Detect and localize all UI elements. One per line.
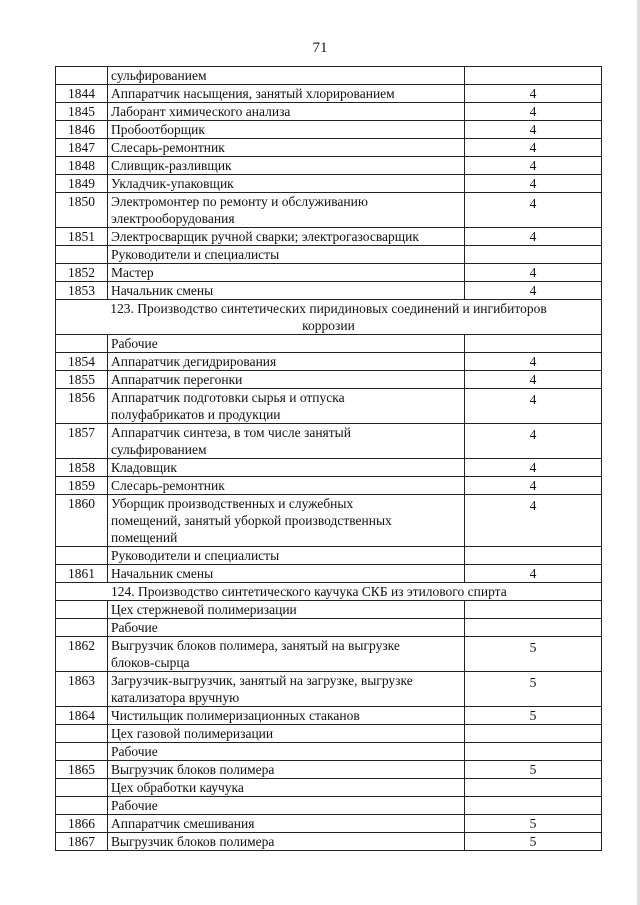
list-value: 5 [465,815,602,833]
profession-name: Чистильщик полимеризационных стаканов [108,707,465,725]
profession-name: сульфированием [108,67,465,85]
row-number: 1858 [56,459,108,477]
profession-name: Начальник смены [108,282,465,300]
list-value: 4 [465,424,602,459]
list-value: 4 [465,228,602,246]
group-heading: Рабочие [108,335,465,353]
table-row [56,833,602,851]
profession-name: Лаборант химического анализа [108,103,465,121]
list-value: 4 [465,193,602,228]
table-row [56,619,602,637]
list-value: 4 [465,459,602,477]
table-row [56,157,602,175]
table-row [56,121,602,139]
profession-name [108,672,465,707]
table-row [56,193,602,228]
table-row [56,371,602,389]
list-value: 5 [465,637,602,672]
list-value: 4 [465,264,602,282]
row-number: 1857 [56,424,108,459]
table-row [56,300,602,335]
table-row [56,85,602,103]
row-number [56,725,108,743]
row-number: 1847 [56,139,108,157]
table-row [56,353,602,371]
group-heading: Цех обработки каучука [108,779,465,797]
section-heading [56,300,602,335]
table-row [56,672,602,707]
name-line: блоков-сырца [111,655,190,670]
list-value [465,797,602,815]
profession-name: Сливщик-разливщик [108,157,465,175]
row-number: 1848 [56,157,108,175]
name-line: электрооборудования [111,211,235,226]
row-number: 1855 [56,371,108,389]
list-value: 4 [465,103,602,121]
row-number: 1849 [56,175,108,193]
table-row [56,779,602,797]
name-line: Аппаратчик синтеза, в том числе занятый [111,425,351,440]
table-row [56,725,602,743]
name-line: катализатора вручную [111,690,240,705]
row-number: 1863 [56,672,108,707]
list-value: 5 [465,672,602,707]
row-number: 1846 [56,121,108,139]
row-number [56,797,108,815]
table-row [56,601,602,619]
table-row [56,565,602,583]
list-value: 4 [465,495,602,547]
row-number [56,743,108,761]
profession-name: Аппаратчик смешивания [108,815,465,833]
table-row [56,103,602,121]
profession-table [55,66,602,851]
page-number: 71 [312,40,328,56]
table-row [56,67,602,85]
table-row [56,459,602,477]
name-line: сульфированием [111,442,207,457]
section-line: коррозии [302,318,355,333]
row-number [56,547,108,565]
profession-name: Укладчик-упаковщик [108,175,465,193]
profession-name: Выгрузчик блоков полимера [108,761,465,779]
list-value: 5 [465,761,602,779]
group-heading: Руководители и специалисты [108,547,465,565]
group-heading: Рабочие [108,619,465,637]
row-number [56,246,108,264]
list-value: 4 [465,157,602,175]
list-value: 4 [465,565,602,583]
row-number: 1856 [56,389,108,424]
table-row [56,547,602,565]
row-number [56,779,108,797]
profession-name: Аппаратчик дегидрирования [108,353,465,371]
group-heading: Рабочие [108,797,465,815]
profession-name: Мастер [108,264,465,282]
table-row [56,228,602,246]
section-heading: 124. Производство синтетического каучука СКБ из этилового спирта [56,583,602,601]
list-value: 4 [465,477,602,495]
list-value: 4 [465,121,602,139]
row-number: 1850 [56,193,108,228]
name-line: помещений [111,530,178,545]
row-number: 1851 [56,228,108,246]
table-row [56,335,602,353]
group-heading: Рабочие [108,743,465,761]
name-line: Аппаратчик подготовки сырья и отпуска [111,390,345,405]
row-number: 1859 [56,477,108,495]
row-number: 1861 [56,565,108,583]
profession-name: Электросварщик ручной сварки; электрогазосварщик [108,228,465,246]
table-row [56,139,602,157]
list-value [465,619,602,637]
list-value: 4 [465,282,602,300]
profession-name [108,424,465,459]
table-row [56,797,602,815]
name-line: полуфабрикатов и продукции [111,407,281,422]
list-value: 4 [465,353,602,371]
section-line: 123. Производство синтетических пиридиновых соединений и ингибиторов [110,301,547,316]
list-value [465,335,602,353]
row-number [56,601,108,619]
profession-name: Пробоотборщик [108,121,465,139]
list-value: 4 [465,371,602,389]
row-number: 1853 [56,282,108,300]
table-row [56,761,602,779]
table-row [56,495,602,547]
profession-name: Начальник смены [108,565,465,583]
list-value [465,743,602,761]
name-line: Электромонтер по ремонту и обслуживанию [111,194,368,209]
list-value [465,725,602,743]
name-line: помещений, занятый уборкой производственных [111,513,392,528]
list-value [465,601,602,619]
list-value: 4 [465,85,602,103]
list-value: 4 [465,175,602,193]
row-number: 1865 [56,761,108,779]
list-value [465,246,602,264]
profession-name: Слесарь-ремонтник [108,139,465,157]
profession-name [108,389,465,424]
profession-name: Аппаратчик насыщения, занятый хлорированием [108,85,465,103]
row-number: 1862 [56,637,108,672]
profession-name: Выгрузчик блоков полимера [108,833,465,851]
table-row [56,424,602,459]
row-number [56,67,108,85]
profession-name: Аппаратчик перегонки [108,371,465,389]
profession-name [108,637,465,672]
table-row [56,282,602,300]
profession-name: Кладовщик [108,459,465,477]
row-number [56,619,108,637]
table-row [56,389,602,424]
profession-name [108,495,465,547]
profession-name: Слесарь-ремонтник [108,477,465,495]
row-number: 1864 [56,707,108,725]
row-number: 1844 [56,85,108,103]
table-row [56,246,602,264]
row-number: 1867 [56,833,108,851]
row-number: 1845 [56,103,108,121]
list-value [465,67,602,85]
list-value: 5 [465,707,602,725]
name-line: Уборщик производственных и служебных [111,496,354,511]
list-value: 4 [465,139,602,157]
name-line: Загрузчик-выгрузчик, занятый на загрузке, выгрузке [111,673,413,688]
list-value: 5 [465,833,602,851]
table-row [56,175,602,193]
table-row [56,815,602,833]
row-number [56,335,108,353]
group-heading: Цех стержневой полимеризации [108,601,465,619]
table-row [56,743,602,761]
group-heading: Цех газовой полимеризации [108,725,465,743]
table-row [56,477,602,495]
row-number: 1860 [56,495,108,547]
table-row [56,264,602,282]
row-number: 1852 [56,264,108,282]
list-value [465,779,602,797]
group-heading: Руководители и специалисты [108,246,465,264]
row-number: 1854 [56,353,108,371]
table-row [56,583,602,601]
list-value: 4 [465,389,602,424]
name-line: Выгрузчик блоков полимера, занятый на выгрузке [111,638,400,653]
table-row [56,707,602,725]
row-number: 1866 [56,815,108,833]
table-body [56,67,602,851]
list-value [465,547,602,565]
table-row [56,637,602,672]
profession-name [108,193,465,228]
